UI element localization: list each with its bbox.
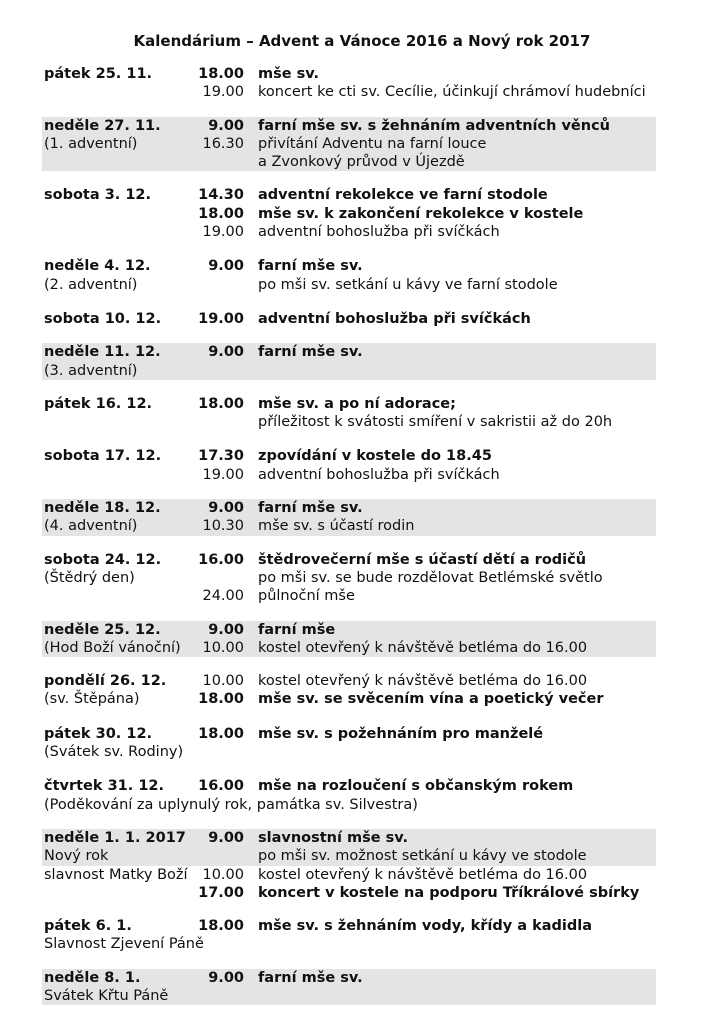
entry-line (42, 362, 656, 380)
entry-occasion: (Štědrý den) (44, 569, 135, 586)
entry-date: neděle 8. 1. (44, 969, 141, 986)
entry-line (42, 796, 656, 814)
entry-occasion: (Poděkování za uplynulý rok, památka sv. Silvestra) (44, 796, 418, 813)
entry-date: neděle 1. 1. 2017 (44, 829, 186, 846)
entry-occasion: slavnost Matky Boží (44, 866, 188, 883)
entry-time: 18.00 (198, 725, 244, 742)
entry-date: neděle 27. 11. (44, 117, 161, 134)
entry-line (42, 569, 656, 587)
entry-description: mše sv. a po ní adorace; (258, 395, 456, 412)
entry-time: 9.00 (208, 344, 244, 361)
entry-description: zpovídání v kostele do 18.45 (258, 448, 492, 465)
entry-occasion: (2. adventní) (44, 276, 138, 293)
entry-time: 10.00 (202, 639, 244, 656)
entry-time: 10.00 (202, 866, 244, 883)
entry-line (42, 917, 656, 935)
entry-occasion: (Hod Boží vánoční) (44, 639, 181, 656)
entry-time: 18.00 (198, 66, 244, 82)
entry-description: mše na rozloučení s občanským rokem (258, 778, 574, 795)
entry-line (42, 153, 656, 171)
entry-line (42, 829, 656, 847)
entry-date: pátek 6. 1. (44, 918, 132, 935)
entry-line (42, 866, 656, 884)
entry-time: 14.30 (198, 187, 244, 204)
entry-occasion: (1. adventní) (44, 135, 138, 152)
entry-description: mše sv. s žehnáním vody, křídy a kadidla (258, 918, 592, 935)
calendar-entry (42, 185, 656, 242)
calendar-entry (42, 829, 656, 902)
entry-date: sobota 3. 12. (44, 187, 152, 204)
entry-line (42, 672, 656, 690)
entry-description: farní mše sv. (258, 344, 363, 361)
entry-line (42, 257, 656, 275)
entry-time: 18.00 (198, 205, 244, 222)
entry-description: mše sv. k zakončení rekolekce v kostele (258, 205, 584, 222)
entry-line (42, 499, 656, 517)
entry-description: koncert v kostele na podporu Tříkrálové sbírky (258, 884, 640, 901)
entry-time: 16.00 (198, 551, 244, 568)
entry-time: 19.00 (202, 224, 244, 241)
entry-line (42, 587, 656, 605)
entry-date: neděle 11. 12. (44, 344, 161, 361)
entry-time: 9.00 (208, 500, 244, 517)
calendar-entry (42, 343, 656, 380)
entry-time: 24.00 (202, 588, 244, 605)
entry-time: 19.00 (202, 466, 244, 483)
entry-time: 19.00 (202, 84, 244, 101)
calendar-entry (42, 969, 656, 1006)
entry-description: adventní bohoslužba při svíčkách (258, 466, 500, 483)
entry-description: kostel otevřený k návštěvě betléma do 16.00 (258, 866, 588, 883)
entry-date: pátek 30. 12. (44, 725, 153, 742)
entry-line (42, 639, 656, 657)
entry-description: farní mše sv. (258, 258, 363, 275)
entry-line (42, 117, 656, 135)
entry-time: 9.00 (208, 258, 244, 275)
entry-time: 17.30 (198, 448, 244, 465)
entry-date: pondělí 26. 12. (44, 673, 167, 690)
entry-time: 19.00 (198, 310, 244, 327)
entry-date: sobota 24. 12. (44, 551, 162, 568)
entry-description: koncert ke cti sv. Cecílie, účinkují chrámoví hudebníci (258, 84, 646, 101)
calendar-list (42, 64, 656, 1019)
entry-time: 18.00 (198, 918, 244, 935)
entry-occasion: Svátek Křtu Páně (44, 987, 169, 1004)
entry-description: půlnoční mše (258, 588, 355, 605)
entry-time: 9.00 (208, 621, 244, 638)
entry-line (42, 969, 656, 987)
entry-time: 10.00 (202, 673, 244, 690)
entry-occasion: Slavnost Zjevení Páně (44, 936, 204, 953)
page-title: Kalendárium – Advent a Vánoce 2016 a Nový rok 2017 (133, 32, 591, 50)
entry-date: sobota 17. 12. (44, 448, 162, 465)
entry-occasion: (Svátek sv. Rodiny) (44, 744, 184, 761)
entry-description: mše sv. se svěcením vína a poetický večer (258, 691, 604, 708)
calendar-entry (42, 256, 656, 295)
entry-line (42, 65, 656, 83)
calendar-entry (42, 916, 656, 955)
entry-line (42, 743, 656, 761)
calendar-entry (42, 776, 656, 815)
entry-description: po mši sv. setkání u kávy ve farní stodole (258, 276, 558, 293)
entry-description: adventní rekolekce ve farní stodole (258, 187, 548, 204)
entry-description: adventní bohoslužba při svíčkách (258, 310, 531, 327)
entry-line (42, 517, 656, 535)
entry-occasion: (sv. Štěpána) (44, 691, 140, 708)
entry-description: mše sv. s účastí rodin (258, 518, 415, 535)
entry-line (42, 223, 656, 241)
entry-description: slavnostní mše sv. (258, 829, 409, 846)
calendar-entry (42, 64, 656, 103)
entry-date: neděle 18. 12. (44, 500, 161, 517)
entry-line (42, 413, 656, 431)
entry-line (42, 847, 656, 865)
entry-time: 18.00 (198, 691, 244, 708)
entry-line (42, 884, 656, 902)
entry-time: 16.00 (198, 778, 244, 795)
entry-date: pátek 16. 12. (44, 395, 153, 412)
entry-line (42, 551, 656, 569)
entry-time: 9.00 (208, 117, 244, 134)
entry-time: 9.00 (208, 969, 244, 986)
entry-date: čtvrtek 31. 12. (44, 778, 165, 795)
entry-time: 17.00 (198, 884, 244, 901)
entry-description: a Zvonkový průvod v Újezdě (258, 154, 465, 171)
entry-line (42, 205, 656, 223)
entry-description: štědrovečerní mše s účastí dětí a rodičů (258, 551, 587, 568)
entry-line (42, 395, 656, 413)
entry-date: neděle 4. 12. (44, 258, 151, 275)
calendar-entry (42, 671, 656, 710)
entry-description: příležitost k svátosti smíření v sakristii až do 20h (258, 414, 613, 431)
entry-time: 18.00 (198, 395, 244, 412)
entry-date: pátek 25. 11. (44, 66, 153, 82)
entry-line (42, 935, 656, 953)
entry-line (42, 135, 656, 153)
entry-line (42, 690, 656, 708)
entry-description: mše sv. (258, 66, 320, 82)
entry-line (42, 310, 656, 328)
entry-line (42, 447, 656, 465)
calendar-entry (42, 117, 656, 172)
entry-time: 9.00 (208, 829, 244, 846)
entry-time: 10.30 (202, 518, 244, 535)
entry-occasion: Nový rok (44, 848, 109, 865)
entry-time: 16.30 (202, 135, 244, 152)
entry-date: neděle 25. 12. (44, 621, 161, 638)
entry-description: farní mše sv. (258, 500, 363, 517)
calendar-entry (42, 309, 656, 329)
entry-description: mše sv. s požehnáním pro manželé (258, 725, 544, 742)
entry-description: farní mše sv. s žehnáním adventních věnců (258, 117, 610, 134)
entry-description: po mši sv. možnost setkání u kávy ve stodole (258, 848, 587, 865)
calendar-entry (42, 550, 656, 607)
entry-description: přivítání Adventu na farní louce (258, 135, 487, 152)
entry-line (42, 186, 656, 204)
entry-description: kostel otevřený k návštěvě betléma do 16.00 (258, 673, 588, 690)
entry-description: farní mše sv. (258, 969, 363, 986)
entry-description: kostel otevřený k návštěvě betléma do 16.00 (258, 639, 588, 656)
entry-line (42, 621, 656, 639)
entry-line (42, 777, 656, 795)
entry-occasion: (4. adventní) (44, 518, 138, 535)
entry-line (42, 987, 656, 1005)
entry-date: sobota 10. 12. (44, 310, 162, 327)
entry-description: farní mše (258, 621, 336, 638)
entry-line (42, 83, 656, 101)
calendar-entry (42, 621, 656, 658)
calendar-entry (42, 724, 656, 763)
calendar-entry (42, 394, 656, 433)
entry-description: adventní bohoslužba při svíčkách (258, 224, 500, 241)
entry-line (42, 343, 656, 361)
entry-description: po mši sv. se bude rozdělovat Betlémské světlo (258, 569, 603, 586)
entry-line (42, 466, 656, 484)
entry-occasion: (3. adventní) (44, 362, 138, 379)
entry-line (42, 725, 656, 743)
calendar-entry (42, 446, 656, 485)
entry-line (42, 276, 656, 294)
calendar-entry (42, 499, 656, 536)
